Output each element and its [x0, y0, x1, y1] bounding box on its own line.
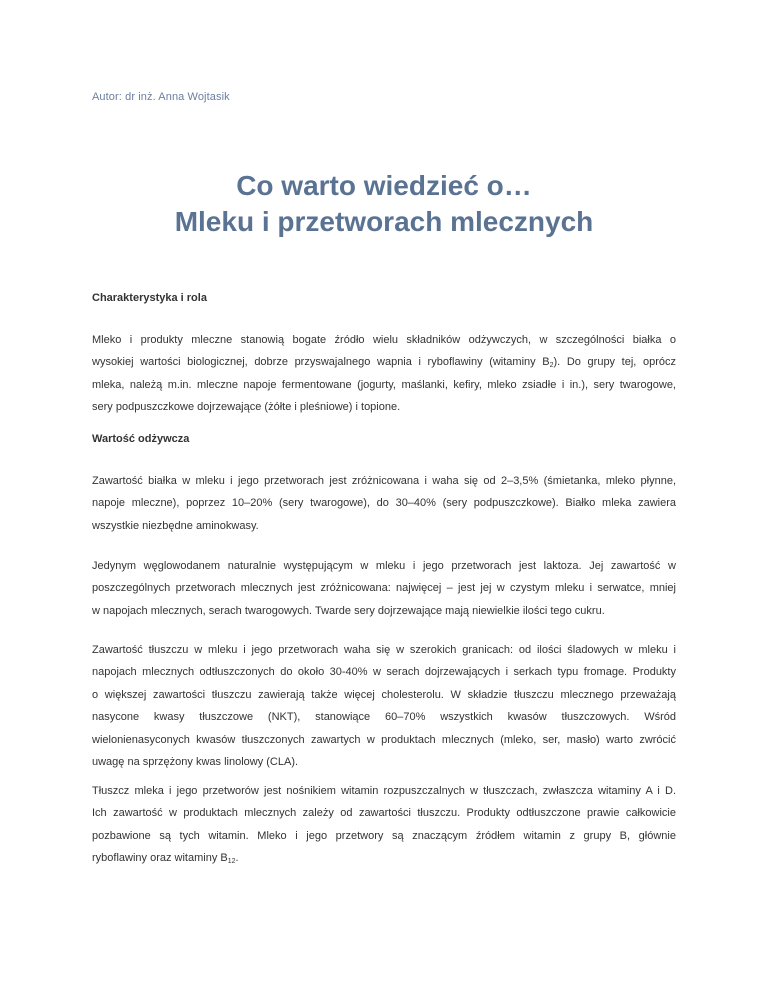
title-line-2: Mleku i przetworach mlecznych	[174, 206, 594, 237]
paragraph-line: Ich zawartość w produktach mlecznych zależy od zawartości tłuszczu. Produkty odtłuszczone prawie całkowicie	[92, 807, 676, 820]
text-span: .	[235, 852, 239, 865]
section-heading-characteristics: Charakterystyka i rola	[92, 292, 207, 304]
paragraph-line: wielonienasyconych kwasów tłuszczonych zawartych w produktach mlecznych (mleko, ser, masło) warto zwrócić	[92, 733, 676, 746]
subscript: 2	[549, 362, 554, 370]
paragraph-line: pozbawione są tych witamin. Mleko i jego przetwory są znaczącym źródłem witamin z grupy B, głównie	[92, 829, 676, 842]
section-heading-nutrition: Wartość odżywcza	[92, 433, 190, 445]
paragraph-line: Jedynym węglowodanem naturalnie występującym w mleku i jego przetworach jest laktoza. Jej zawartość w	[92, 560, 676, 572]
author-line: Autor: dr inż. Anna Wojtasik	[92, 91, 230, 103]
paragraph-line: w napojach mlecznych, serach twarogowych. Twarde sery dojrzewające mają niewielkie ilości tego cukru.	[92, 604, 605, 617]
paragraph-line: Tłuszcz mleka i jego przetworów jest nośnikiem witamin rozpuszczalnych w tłuszczach, zwłaszcza witaminy A i D.	[92, 785, 676, 797]
title-line-1: Co warto wiedzieć o…	[236, 170, 532, 201]
paragraph-line: mleka, należą m.in. mleczne napoje fermentowane (jogurty, maślanki, kefiry, mleko zsiadłe i in.), sery twarogowe,	[92, 378, 676, 391]
paragraph-vitamins	[92, 780, 676, 870]
paragraph-line: Zawartość tłuszczu w mleku i jego przetworach waha się w szerokich granicach: od ilości śladowych w mleku i	[92, 644, 676, 656]
paragraph-line	[92, 847, 676, 869]
paragraph-fat	[92, 639, 676, 773]
paragraph-line: nasycone kwasy tłuszczowe (NKT), stanowiące 60–70% wszystkich kwasów tłuszczowych. Wśród	[92, 711, 676, 724]
paragraph-line: o większej zawartości tłuszczu zawierają także więcej cholesterolu. W składzie tłuszczu mlecznego przeważają	[92, 688, 676, 701]
paragraph-line: napojach mlecznych odtłuszczonych do około 30-40% w serach dojrzewających i serkach typu fromage. Produkty	[92, 666, 676, 679]
text-span: ryboflawiny oraz witaminy B	[92, 852, 228, 865]
paragraph-line: Zawartość białka w mleku i jego przetworach jest zróżnicowana i waha się od 2–3,5% (śmietanka, mleko płynne,	[92, 475, 676, 487]
paragraph-line: sery podpuszczkowe dojrzewające (żółte i pleśniowe) i topione.	[92, 401, 401, 414]
paragraph-line: wszystkie niezbędne aminokwasy.	[92, 519, 259, 532]
paragraph-line	[92, 351, 676, 373]
paragraph-line: Mleko i produkty mleczne stanowią bogate źródło wielu składników odżywczych, w szczególności białka o	[92, 334, 676, 346]
paragraph-characteristics	[92, 329, 676, 419]
subscript: 12	[227, 858, 236, 866]
paragraph-line: uwagę na sprzężony kwas linolowy (CLA).	[92, 755, 299, 768]
paragraph-line: poszczególnych przetworach mlecznych jest zróżnicowana: najwięcej – jest jej w czystym mleku i serwatce, mniej	[92, 582, 676, 595]
text-span: ). Do grupy tej, oprócz	[553, 356, 676, 369]
paragraph-lactose	[92, 555, 676, 622]
paragraph-protein	[92, 470, 676, 537]
paragraph-line: napoje mleczne), poprzez 10–20% (sery twarogowe), do 30–40% (sery podpuszczkowe). Białko mleka zawiera	[92, 497, 676, 510]
text-span: wysokiej wartości biologicznej, dobrze przyswajalnego wapnia i ryboflawiny (witaminy B	[92, 356, 550, 369]
